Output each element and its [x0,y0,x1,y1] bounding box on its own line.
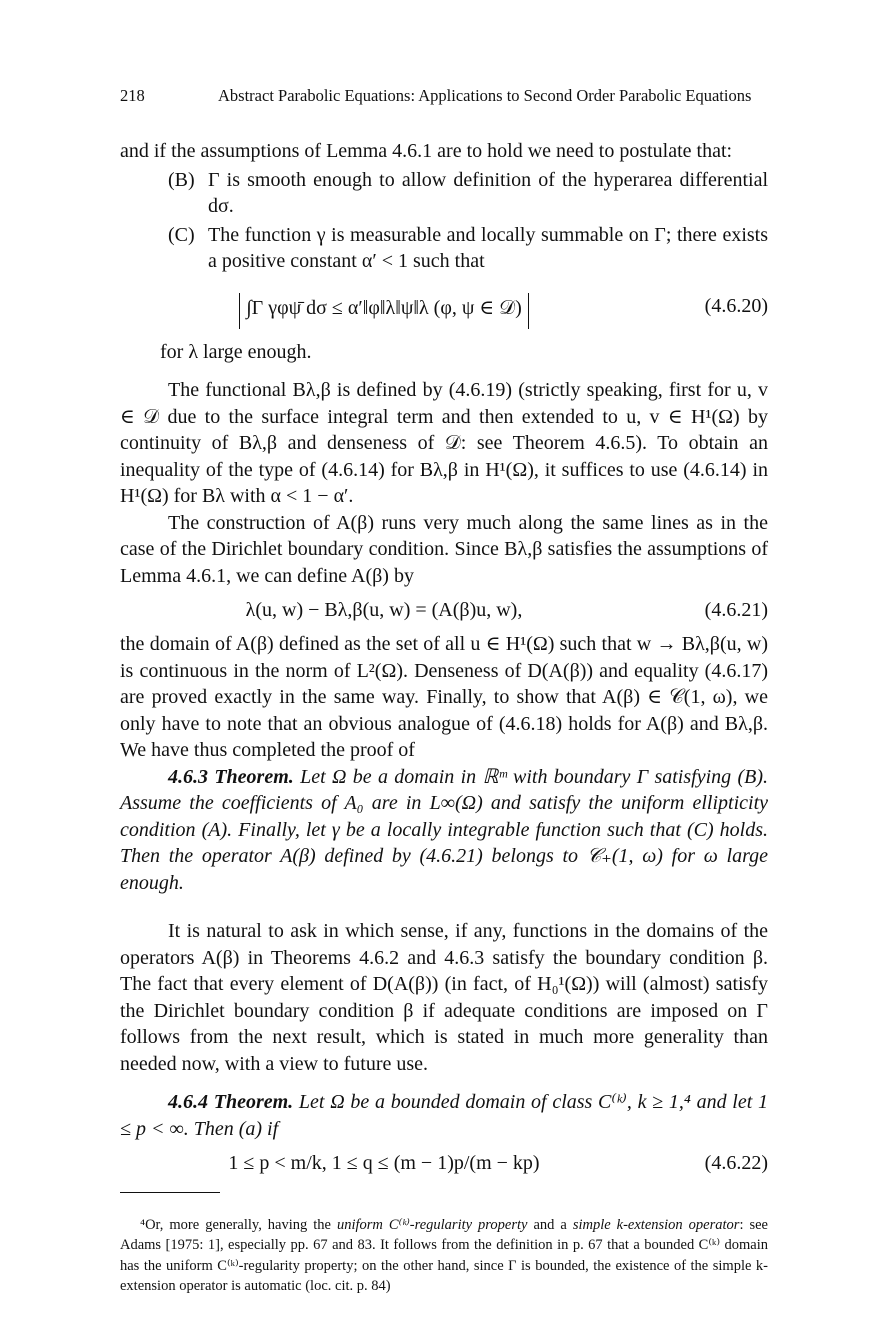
equation-4-6-22 [120,1146,768,1180]
paragraph-domain: the domain of A(β) defined as the set of all u ∈ H¹(Ω) such that w → Bλ,β(u, w) is continuous in the norm of L²(Ω). Denseness of D(A(β)) and equality (4.6.17) are proved exactly in the same way. Finally, to show that A(β) ∈ 𝒞(1, ω), we only have to note that an obvious analogue of (4.6.18) holds for A(β) and Bλ,β. We have thus completed the proof of [120,633,768,761]
theorem-4-6-4 [120,1089,768,1142]
equation-4-6-22-body: 1 ≤ p < m/k, 1 ≤ q ≤ (m − 1)p/(m − kp) [228,1152,540,1174]
condition-c-label: (C) [168,223,195,246]
condition-c [120,222,768,275]
footnote-text-a: Or, more generally, having the [145,1216,337,1233]
theorem-4-6-3-text: Let Ω be a domain in ℝᵐ with boundary Γ satisfying (B). Assume the coefficients of A₀ are in L∞(Ω) and satisfy the uniform ellipticity condition (A). Finally, let γ be a locally integrable function such that (C) holds. Then the operator A(β) defined by (4.6.21) belongs to 𝒞₊(1, ω) for ω large enough. [120,765,768,894]
footnote-text-c: : see Adams [1975: 1], especially pp. 67 and 83. It follows from the definition in p. 67 that a bounded C⁽ᵏ⁾ domain has the uniform C⁽ᵏ⁾-regularity property; on the other hand, since Γ is bounded, the existence of the simple k-extension operator is automatic (loc. cit. p. 84) [120,1216,768,1294]
footnote-text-b: and a [527,1216,573,1233]
condition-b-label: (B) [168,168,195,191]
theorem-4-6-4-text: Let Ω be a bounded domain of class C⁽ᵏ⁾, k ≥ 1,⁴ and let 1 ≤ p < ∞. Then (a) if [120,1091,769,1140]
paragraph-intro: and if the assumptions of Lemma 4.6.1 are to hold we need to postulate that: [120,140,733,162]
theorem-4-6-3-number: 4.6.3 [168,765,208,788]
theorem-4-6-4-word: Theorem. [213,1091,294,1113]
footnote-emphasis-2: simple k-extension operator [572,1216,740,1233]
equation-4-6-20-number: (4.6.20) [704,294,768,317]
equation-4-6-20-body: ∫Γ γφψ̄ dσ ≤ α′‖φ‖λ‖ψ‖λ (φ, ψ ∈ 𝒟) [239,293,529,329]
main-text [120,138,768,1184]
theorem-4-6-3-word: Theorem. [214,765,294,788]
footnote-marker: ⁴ [140,1216,146,1233]
paragraph-functional: The functional Bλ,β is defined by (4.6.19) (strictly speaking, first for u, v ∈ 𝒟 due to the surface integral term and then extended to u, v ∈ H¹(Ω) by continuity of Bλ,β and denseness of 𝒟: see Theorem 4.6.5). To obtain an inequality of the type of (4.6.14) for Bλ,β in H¹(Ω), it suffices to use (4.6.14) in H¹(Ω) for Bλ with α < 1 − α′. [120,379,768,507]
equation-4-6-21 [120,593,768,627]
paragraph-construction: The construction of A(β) runs very much along the same lines as in the case of the Dirichlet boundary condition. Since Bλ,β satisfies the assumptions of Lemma 4.6.1, we can define A(β) by [120,511,768,587]
footnote-emphasis-1: uniform C⁽ᵏ⁾-regularity property [336,1216,528,1233]
condition-b [120,167,768,220]
theorem-4-6-3 [120,764,768,897]
footnote-4 [120,1200,768,1311]
equation-4-6-22-number: (4.6.22) [704,1152,768,1174]
footnote-rule [120,1192,220,1193]
theorem-4-6-4-number: 4.6.4 [168,1091,208,1113]
equation-4-6-21-body: λ(u, w) − Bλ,β(u, w) = (A(β)u, w), [245,599,523,621]
for-lambda-line: for λ large enough. [160,340,312,363]
paragraph-natural-question: It is natural to ask in which sense, if any, functions in the domains of the operators A(β) in Theorems 4.6.2 and 4.6.3 satisfy the boundary condition β. The fact that every element of D(A(β)) (in fact, of H₀¹(Ω)) will (almost) satisfy the Dirichlet boundary condition β if adequate conditions are imposed on Γ follows from the next result, which is stated in much more generality than needed now, with a view to future use. [120,920,768,1075]
equation-4-6-20 [120,279,768,335]
page-number: 218 [120,86,145,105]
running-title: Abstract Parabolic Equations: Applications to Second Order Parabolic Equations [218,86,752,105]
condition-b-text: Γ is smooth enough to allow definition of the hyperarea differential dσ. [208,168,768,217]
condition-c-text: The function γ is measurable and locally summable on Γ; there exists a positive constant α′ < 1 such that [208,223,768,272]
equation-4-6-21-number: (4.6.21) [704,599,768,621]
